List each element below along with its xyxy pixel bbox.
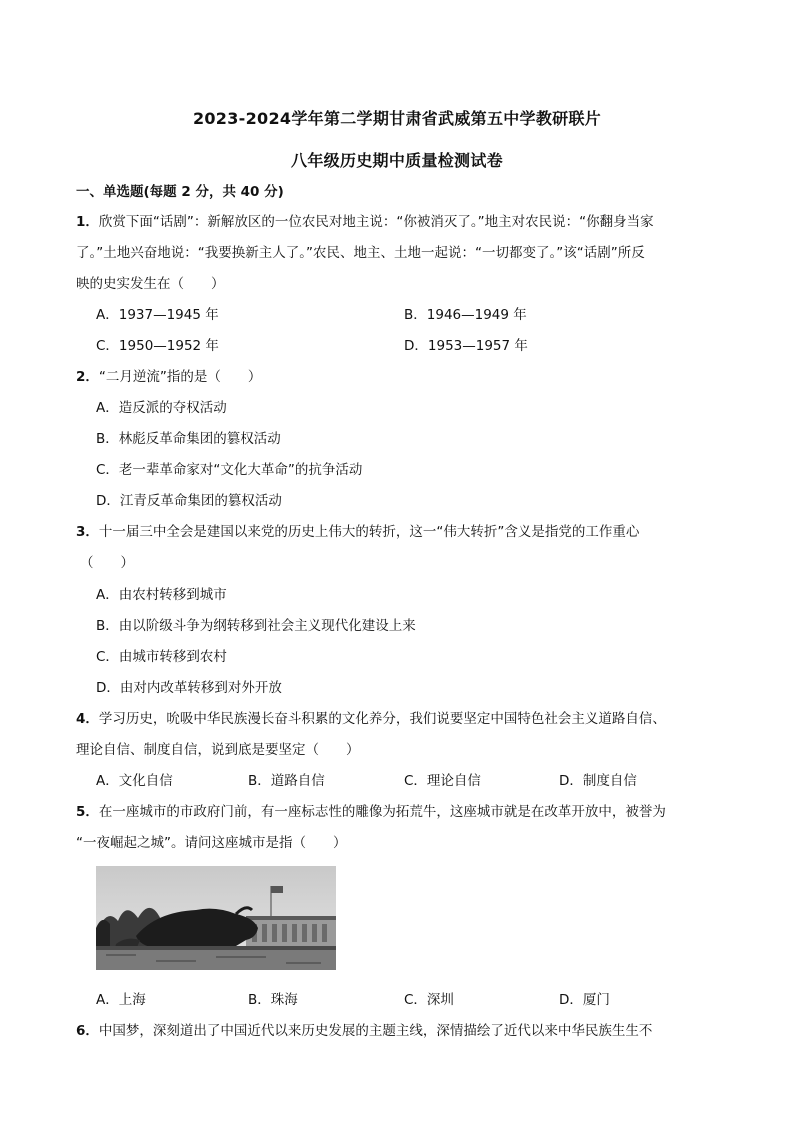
section-heading: 一、单选题(每题 2 分，共 40 分) <box>76 184 284 200</box>
question-1-number: 1． <box>76 214 99 230</box>
question-3-option-c[interactable]: C．由城市转移到农村 <box>96 649 227 665</box>
question-3-option-d[interactable]: D．由对内改革转移到对外开放 <box>96 680 282 696</box>
question-2-option-c[interactable]: C．老一辈革命家对“文化大革命”的抗争活动 <box>96 462 363 478</box>
question-5-option-a[interactable]: A．上海 <box>96 992 146 1008</box>
question-3-line-1: 3．十一届三中全会是建国以来党的历史上伟大的转折，这一“伟大转折”含义是指党的工作重心 <box>76 524 640 540</box>
question-6-number: 6． <box>76 1023 99 1039</box>
question-1-option-a[interactable]: A．1937—1945 年 <box>96 307 219 323</box>
exam-title-line2: 八年级历史期中质量检测试卷 <box>291 151 503 170</box>
question-5-line-2: “一夜崛起之城”。请问这座城市是指（ ） <box>76 835 347 851</box>
question-4-line-2: 理论自信、制度自信，说到底是要坚定（ ） <box>76 742 360 758</box>
question-4-option-a[interactable]: A．文化自信 <box>96 773 173 789</box>
question-2-line-1: 2．“二月逆流”指的是（ ） <box>76 369 262 385</box>
exam-title-line1: 2023-2024学年第二学期甘肃省武威第五中学教研联片 <box>192 109 602 128</box>
question-1-line-2: 了。”土地兴奋地说：“我要换新主人了。”农民、地主、土地一起说：“一切都变了。”该“话剧”所反 <box>76 245 645 261</box>
question-1-option-d[interactable]: D．1953—1957 年 <box>404 338 528 354</box>
question-5-number: 5． <box>76 804 99 820</box>
question-2-number: 2． <box>76 369 99 385</box>
question-2-option-a[interactable]: A．造反派的夺权活动 <box>96 400 227 416</box>
question-3-number: 3． <box>76 524 99 540</box>
question-3-line-2: （ ） <box>80 555 134 571</box>
pioneer-ox-photo-graphic <box>96 866 336 970</box>
question-5-option-c[interactable]: C．深圳 <box>404 992 454 1008</box>
question-1-option-b[interactable]: B．1946—1949 年 <box>404 307 527 323</box>
question-3-option-b[interactable]: B．由以阶级斗争为纲转移到社会主义现代化建设上来 <box>96 618 416 634</box>
question-4-number: 4． <box>76 711 99 727</box>
question-3-option-a[interactable]: A．由农村转移到城市 <box>96 587 227 603</box>
question-5-option-b[interactable]: B．珠海 <box>248 992 298 1008</box>
question-5-option-d[interactable]: D．厦门 <box>559 992 610 1008</box>
pioneer-ox-sculpture-photo <box>96 866 336 970</box>
question-6-line-1: 6．中国梦，深刻道出了中国近代以来历史发展的主题主线，深情描绘了近代以来中华民族生生不 <box>76 1023 653 1039</box>
question-5-line-1: 5．在一座城市的市政府门前，有一座标志性的雕像为拓荒牛，这座城市就是在改革开放中，被誉为 <box>76 804 666 820</box>
question-4-option-d[interactable]: D．制度自信 <box>559 773 637 789</box>
question-2-option-b[interactable]: B．林彪反革命集团的篡权活动 <box>96 431 281 447</box>
question-4-option-c[interactable]: C．理论自信 <box>404 773 481 789</box>
question-1-option-c[interactable]: C．1950—1952 年 <box>96 338 219 354</box>
question-4-line-1: 4．学习历史，吮吸中华民族漫长奋斗积累的文化养分，我们说要坚定中国特色社会主义道路自信、 <box>76 711 666 727</box>
question-2-option-d[interactable]: D．江青反革命集团的篡权活动 <box>96 493 282 509</box>
question-4-option-b[interactable]: B．道路自信 <box>248 773 325 789</box>
question-1-line-3: 映的史实发生在（ ） <box>76 276 225 292</box>
question-1-line-1: 1．欣赏下面“话剧”：新解放区的一位农民对地主说：“你被消灭了。”地主对农民说：“你翻身当家 <box>76 214 654 230</box>
